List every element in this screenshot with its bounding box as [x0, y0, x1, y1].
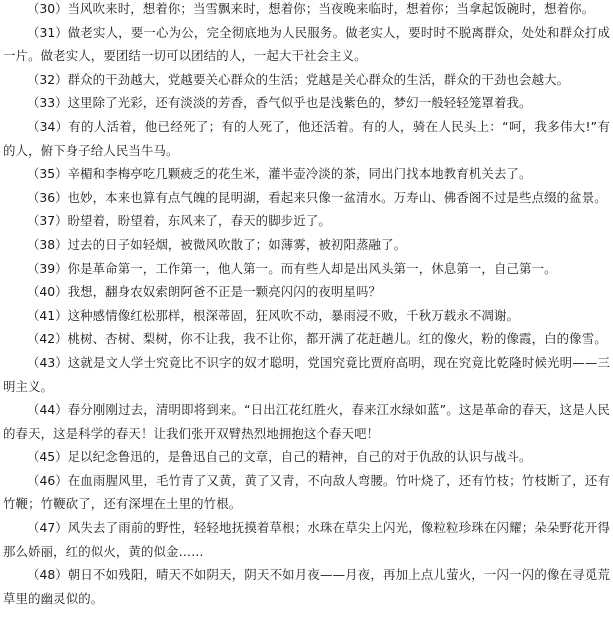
item-text: 风失去了雨前的野性，轻轻地抚摸着草根；水珠在草尖上闪光，像粒粒珍珠在闪耀；朵朵野花开得那么娇丽，红的似火，黄的似金…… — [3, 520, 610, 559]
item-text: 我想，翻身农奴索朗阿爸不正是一颗亮闪闪的夜明星吗？ — [67, 284, 382, 300]
list-item-40 — [0, 280, 613, 304]
item-number: （47） — [27, 520, 68, 536]
item-text: 桃树、杏树、梨树，你不让我，我不让你，都开满了花赶趟儿。红的像火，粉的像霞，白的像雪。 — [67, 331, 607, 347]
item-text: 也妙，本来也算有点气魄的昆明湖，看起来只像一盆清水。万寿山、佛香阁不过是些点缀的盆景。 — [67, 189, 607, 205]
item-number: （43） — [27, 354, 68, 370]
item-number: （40） — [27, 284, 68, 300]
item-number: （35） — [27, 166, 68, 182]
item-text: 这就是文人学士究竟比不识字的奴才聪明，党国究竟比贾府高明，现在究竟比乾隆时候光明——三明主义。 — [3, 354, 610, 394]
list-item-45 — [0, 445, 613, 469]
list-item-42 — [0, 327, 613, 351]
list-item-44 — [0, 398, 613, 445]
list-item-34 — [0, 115, 613, 162]
item-text: 当风吹来时，想着你；当雪飘来时，想着你；当夜晚来临时，想着你；当拿起饭碗时，想着你。 — [67, 1, 595, 16]
item-text: 辛楣和李梅亭吃几颗疲乏的花生米，灌半壶冷淡的茶，同出门找本地教育机关去了。 — [67, 166, 532, 182]
list-item-43 — [0, 351, 613, 398]
list-item-32 — [0, 68, 613, 92]
item-text: 做老实人，要一心为公，完全彻底地为人民服务。做老实人，要时时不脱离群众，处处和群众打成一片。做老实人，要团结一切可以团结的人，一起大干社会主义。 — [3, 24, 610, 64]
item-text: 你是革命第一，工作第一，他人第一。而有些人却是出风头第一，休息第一，自己第一。 — [67, 260, 557, 276]
list-item-35 — [0, 162, 613, 186]
list-item-47 — [0, 516, 613, 563]
item-text: 在血雨腥风里，毛竹青了又黄，黄了又青，不向敌人弯腰。竹叶烧了，还有竹枝；竹枝断了，还有竹鞭；竹鞭砍了，还有深埋在土里的竹根。 — [3, 472, 610, 512]
item-number: （42） — [27, 331, 68, 347]
item-number: （33） — [27, 95, 68, 111]
item-text: 有的人活着，他已经死了；有的人死了，他还活着。有的人，骑在人民头上：“呵，我多伟大!”有的人，俯下身子给人民当牛马。 — [3, 118, 610, 158]
item-text: 盼望着，盼望着，东风来了，春天的脚步近了。 — [67, 213, 331, 229]
item-text: 群众的干劲越大，党越要关心群众的生活；党越是关心群众的生活，群众的干劲也会越大。 — [67, 71, 570, 87]
item-number: （30） — [27, 1, 68, 16]
item-text: 这里除了光彩，还有淡淡的芳香，香气似乎也是浅紫色的，梦幻一般轻轻笼罩着我。 — [67, 95, 532, 111]
item-number: （32） — [27, 71, 68, 87]
list-item-48 — [0, 563, 613, 610]
item-text: 足以纪念鲁迅的，是鲁迅自己的文章，自己的精神，自己的对于仇敌的认识与战斗。 — [67, 449, 532, 465]
item-number: （34） — [27, 118, 69, 134]
list-item-39 — [0, 257, 613, 281]
item-number: （44） — [27, 402, 68, 418]
item-text: 春分刚刚过去，清明即将到来。“日出江花红胜火，春来江水绿如蓝”。这是革命的春天，这是人民的春天，这是科学的春天！让我们张开双臂热烈地拥抱这个春天吧！ — [3, 402, 610, 441]
item-number: （48） — [27, 567, 68, 583]
item-number: （38） — [27, 236, 68, 252]
item-text: 朝日不如残阳，晴天不如阴天，阴天不如月夜——月夜，再加上点儿萤火，一闪一闪的像在寻觅荒草里的幽灵似的。 — [3, 567, 610, 606]
list-item-30 — [0, 0, 613, 21]
item-number: （31） — [27, 24, 68, 40]
list-item-37 — [0, 209, 613, 233]
list-item-33 — [0, 91, 613, 115]
list-item-46 — [0, 469, 613, 516]
item-text: 过去的日子如轻烟，被微风吹散了；如薄雾，被初阳蒸融了。 — [67, 236, 407, 252]
list-item-36 — [0, 186, 613, 210]
item-number: （39） — [27, 260, 68, 276]
item-text: 这种感情像红松那样，根深蒂固，狂风吹不动，暴雨浸不败，千秋万载永不凋谢。 — [67, 307, 520, 323]
item-number: （46） — [27, 472, 68, 488]
item-number: （45） — [27, 449, 68, 465]
list-item-38 — [0, 233, 613, 257]
list-item-41 — [0, 304, 613, 328]
item-number: （36） — [27, 189, 68, 205]
list-item-31 — [0, 21, 613, 68]
item-number: （37） — [27, 213, 68, 229]
item-number: （41） — [27, 307, 68, 323]
